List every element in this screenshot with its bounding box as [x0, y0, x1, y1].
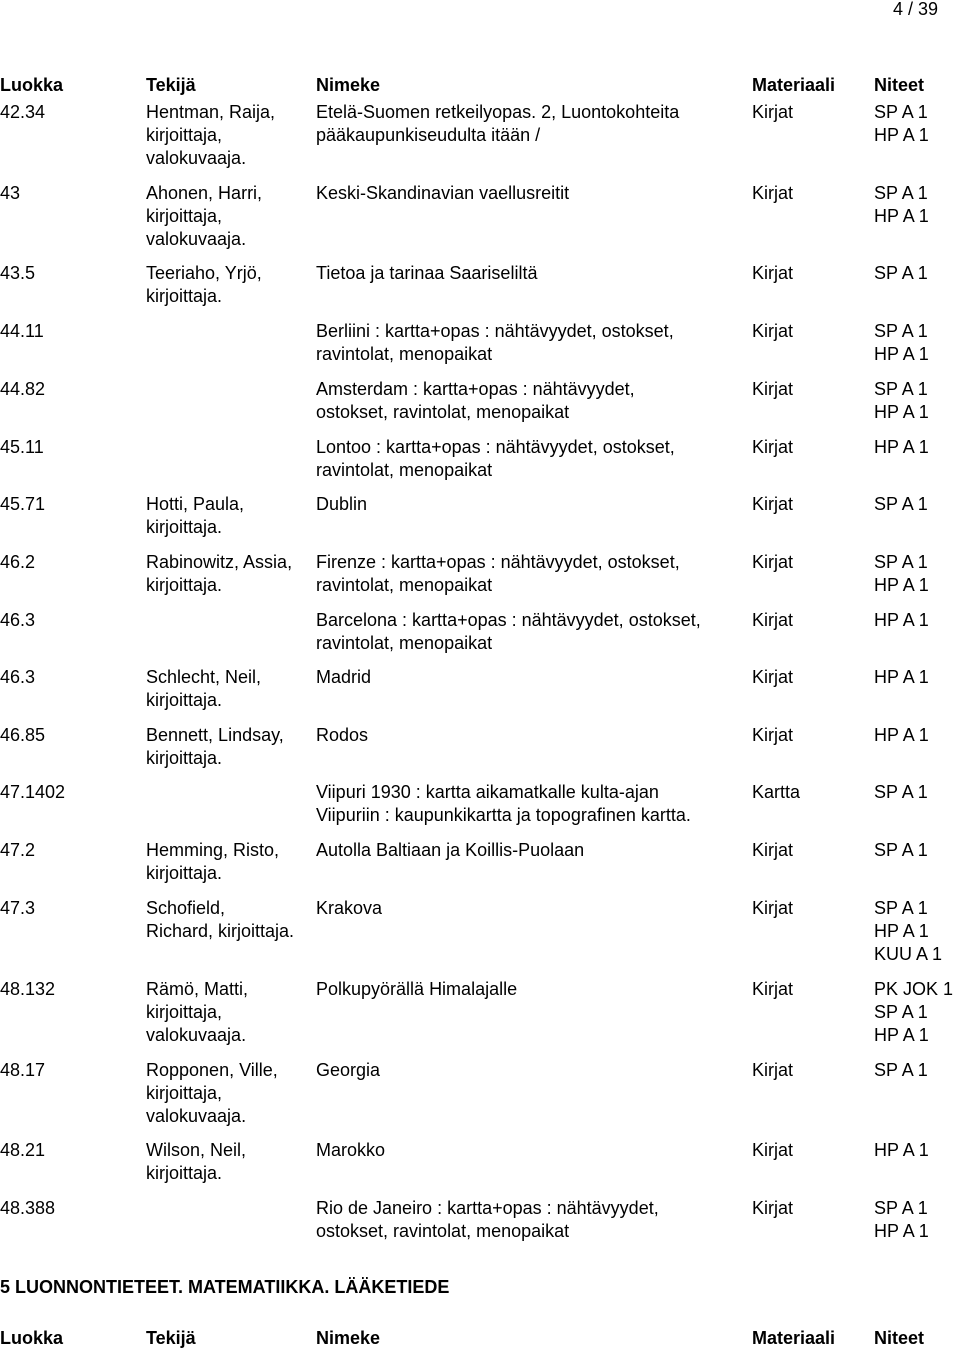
cell-luokka: 45.11	[0, 437, 44, 457]
cell-luokka: 43.5	[0, 263, 36, 283]
cell-materiaali: Kirjat	[752, 1060, 794, 1080]
cell-luokka: 46.85	[0, 725, 46, 745]
cell-luokka: 45.71	[0, 494, 46, 514]
cell-tekija: Ahonen, Harri, kirjoittaja, valokuvaaja.	[146, 183, 263, 249]
cell-materiaali: Kirjat	[752, 1140, 794, 1160]
cell-luokka: 42.34	[0, 102, 46, 122]
cell-niteet: SP A 1 HP A 1	[874, 183, 929, 226]
cell-nimeke: Etelä-Suomen retkeilyopas. 2, Luontokohteita pääkaupunkiseudulta itään /	[316, 102, 680, 145]
cell-nimeke: Polkupyörällä Himalajalle	[316, 979, 518, 999]
cell-tekija: Rabinowitz, Assia, kirjoittaja.	[146, 552, 293, 595]
cell-tekija: Hemming, Risto, kirjoittaja.	[146, 840, 280, 883]
cell-niteet: HP A 1	[874, 1140, 929, 1160]
cell-nimeke: Rio de Janeiro : kartta+opas : nähtävyydet, ostokset, ravintolat, menopaikat	[316, 1198, 659, 1241]
cell-materiaali: Kirjat	[752, 183, 794, 203]
cell-niteet: PK JOK 1 SP A 1 HP A 1	[874, 979, 954, 1045]
cell-niteet: HP A 1	[874, 437, 929, 457]
cell-materiaali: Kirjat	[752, 437, 794, 457]
cell-niteet: SP A 1	[874, 494, 928, 514]
cell-nimeke: Georgia	[316, 1060, 381, 1080]
cell-niteet: SP A 1 HP A 1	[874, 321, 929, 364]
cell-luokka: 47.3	[0, 898, 36, 918]
cell-luokka: 46.3	[0, 610, 36, 630]
cell-materiaali: Kirjat	[752, 552, 794, 572]
cell-nimeke: Firenze : kartta+opas : nähtävyydet, ostokset, ravintolat, menopaikat	[316, 552, 680, 595]
cell-niteet: SP A 1	[874, 782, 928, 802]
cell-niteet: SP A 1 HP A 1	[874, 102, 929, 145]
cell-materiaali: Kirjat	[752, 610, 794, 630]
cell-luokka: 44.11	[0, 321, 44, 341]
cell-materiaali: Kirjat	[752, 102, 794, 122]
cell-nimeke: Lontoo : kartta+opas : nähtävyydet, ostokset, ravintolat, menopaikat	[316, 437, 675, 480]
cell-tekija: Wilson, Neil, kirjoittaja.	[146, 1140, 247, 1183]
cell-nimeke: Keski-Skandinavian vaellusreitit	[316, 183, 570, 203]
cell-nimeke: Madrid	[316, 667, 372, 687]
cell-niteet: HP A 1	[874, 725, 929, 745]
header-nimeke: Nimeke	[316, 1328, 381, 1348]
cell-niteet: SP A 1 HP A 1	[874, 379, 929, 422]
cell-niteet: SP A 1	[874, 840, 928, 860]
header-tekija: Tekijä	[146, 1328, 196, 1348]
cell-nimeke: Tietoa ja tarinaa Saariseliltä	[316, 263, 538, 283]
cell-luokka: 46.3	[0, 667, 36, 687]
table-header	[0, 74, 960, 97]
cell-niteet: SP A 1	[874, 263, 928, 283]
cell-tekija: Hotti, Paula, kirjoittaja.	[146, 494, 245, 537]
cell-luokka: 48.132	[0, 979, 56, 999]
cell-nimeke: Amsterdam : kartta+opas : nähtävyydet, ostokset, ravintolat, menopaikat	[316, 379, 635, 422]
cell-materiaali: Kirjat	[752, 667, 794, 687]
cell-niteet: HP A 1	[874, 610, 929, 630]
cell-luokka: 48.17	[0, 1060, 46, 1080]
cell-materiaali: Kirjat	[752, 725, 794, 745]
cell-nimeke: Viipuri 1930 : kartta aikamatkalle kulta-ajan Viipuriin : kaupunkikartta ja topografinen kartta.	[316, 782, 691, 825]
cell-nimeke: Rodos	[316, 725, 369, 745]
cell-materiaali: Kirjat	[752, 263, 794, 283]
cell-niteet: SP A 1 HP A 1	[874, 552, 929, 595]
page-number: 4 / 39	[892, 0, 938, 19]
cell-nimeke: Barcelona : kartta+opas : nähtävyydet, ostokset, ravintolat, menopaikat	[316, 610, 701, 653]
cell-materiaali: Kirjat	[752, 379, 794, 399]
cell-luokka: 44.82	[0, 379, 46, 399]
header-tekija: Tekijä	[146, 75, 196, 95]
cell-nimeke: Dublin	[316, 494, 368, 514]
cell-luokka: 47.2	[0, 840, 36, 860]
header-nimeke: Nimeke	[316, 75, 381, 95]
cell-tekija: Bennett, Lindsay, kirjoittaja.	[146, 725, 284, 768]
cell-nimeke: Krakova	[316, 898, 383, 918]
cell-materiaali: Kirjat	[752, 1198, 794, 1218]
header-luokka: Luokka	[0, 75, 64, 95]
cell-materiaali: Kirjat	[752, 321, 794, 341]
cell-tekija: Schofield, Richard, kirjoittaja.	[146, 898, 295, 941]
cell-tekija: Schlecht, Neil, kirjoittaja.	[146, 667, 262, 710]
cell-nimeke: Marokko	[316, 1140, 386, 1160]
cell-luokka: 46.2	[0, 552, 36, 572]
cell-materiaali: Kartta	[752, 782, 801, 802]
cell-materiaali: Kirjat	[752, 494, 794, 514]
cell-materiaali: Kirjat	[752, 979, 794, 999]
cell-materiaali: Kirjat	[752, 840, 794, 860]
cell-luokka: 48.21	[0, 1140, 46, 1160]
cell-niteet: SP A 1 HP A 1 KUU A 1	[874, 898, 943, 964]
header-niteet: Niteet	[874, 1328, 925, 1348]
cell-tekija: Teeriaho, Yrjö, kirjoittaja.	[146, 263, 262, 306]
cell-nimeke: Autolla Baltiaan ja Koillis-Puolaan	[316, 840, 585, 860]
cell-niteet: SP A 1 HP A 1	[874, 1198, 929, 1241]
cell-tekija: Ropponen, Ville, kirjoittaja, valokuvaaja.	[146, 1060, 278, 1126]
cell-tekija: Rämö, Matti, kirjoittaja, valokuvaaja.	[146, 979, 249, 1045]
section-title: 5 LUONNONTIETEET. MATEMATIIKKA. LÄÄKETIEDE	[0, 1277, 450, 1297]
table-header-bottom	[0, 1327, 960, 1350]
cell-niteet: HP A 1	[874, 667, 929, 687]
cell-luokka: 43	[0, 183, 21, 203]
cell-niteet: SP A 1	[874, 1060, 928, 1080]
header-materiaali: Materiaali	[752, 75, 836, 95]
header-materiaali: Materiaali	[752, 1328, 836, 1348]
header-luokka: Luokka	[0, 1328, 64, 1348]
cell-nimeke: Berliini : kartta+opas : nähtävyydet, ostokset, ravintolat, menopaikat	[316, 321, 674, 364]
cell-luokka: 47.1402	[0, 782, 66, 802]
cell-tekija: Hentman, Raija, kirjoittaja, valokuvaaja.	[146, 102, 276, 168]
cell-materiaali: Kirjat	[752, 898, 794, 918]
cell-luokka: 48.388	[0, 1198, 56, 1218]
header-niteet: Niteet	[874, 75, 925, 95]
